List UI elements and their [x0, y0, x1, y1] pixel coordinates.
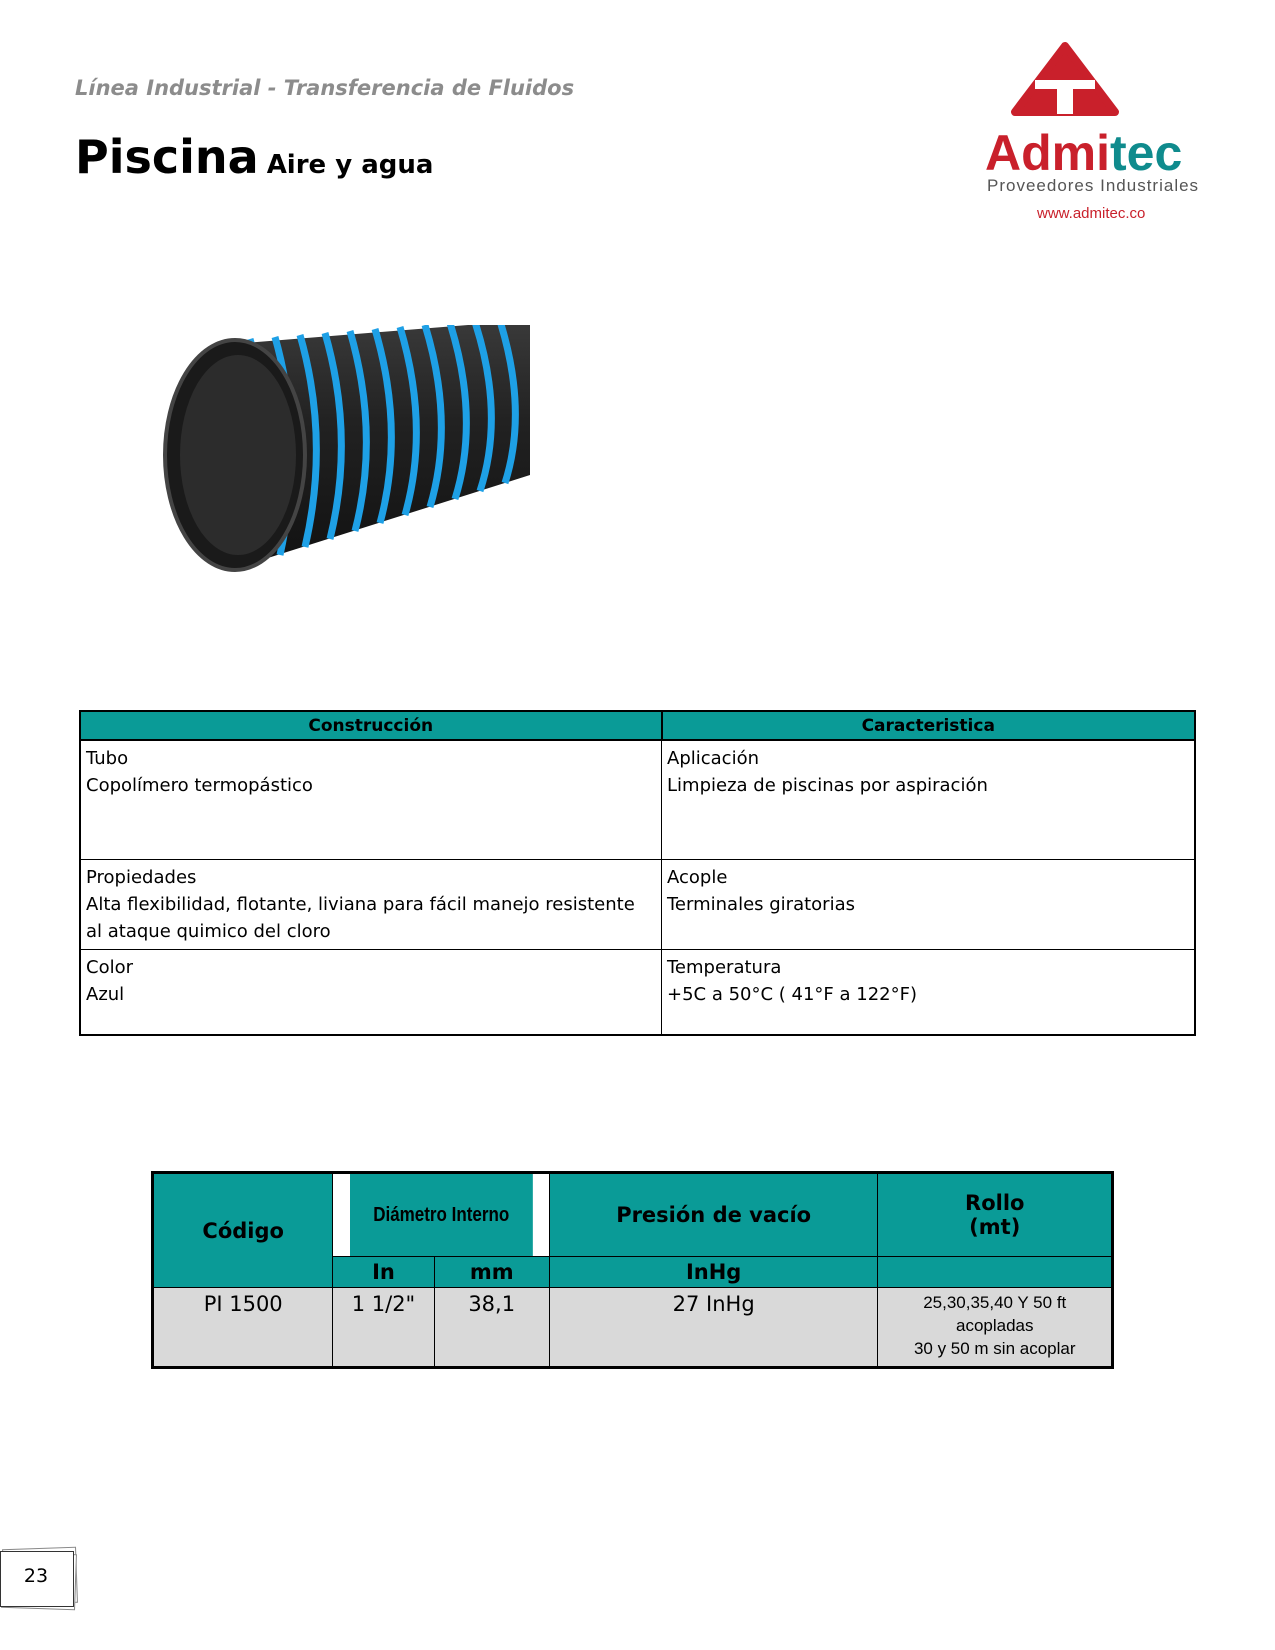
- table-row: Color Azul Temperatura +5C a 50°C ( 41°F a 122°F): [80, 950, 1195, 1036]
- hose-image: [160, 325, 540, 585]
- header-inhg: InHg: [549, 1257, 878, 1288]
- cell-rollo: 25,30,35,40 Y 50 ft acopladas 30 y 50 m sin acoplar: [878, 1288, 1113, 1368]
- logo-brand: Admitec: [985, 125, 1183, 181]
- product-table: [151, 1171, 1114, 1369]
- header-caracteristica: Caracteristica: [662, 711, 1196, 740]
- table-row: Tubo Copolímero termopástico Aplicación Limpieza de piscinas por aspiración: [80, 740, 1195, 860]
- header-presion: Presión de vacío: [549, 1173, 878, 1257]
- header-codigo: Código: [153, 1173, 333, 1288]
- page-number: 23: [23, 1565, 49, 1587]
- title-sub: Aire y agua: [266, 150, 434, 180]
- table-row: [153, 1288, 1113, 1368]
- admitec-logo: [985, 40, 1225, 230]
- page-number-box: [0, 1551, 76, 1605]
- table-row: Propiedades Alta flexibilidad, flotante, liviana para fácil manejo resistente al ataque quimico del cloro Acople Terminales giratorias: [80, 860, 1195, 950]
- logo-triangle-icon: [985, 40, 1225, 120]
- header-rollo: Rollo (mt): [878, 1173, 1113, 1257]
- header-diametro: Diámetro Interno: [349, 1173, 533, 1257]
- section-subtitle: Línea Industrial - Transferencia de Fluidos: [75, 76, 575, 100]
- cell-presion: 27 InHg: [549, 1288, 878, 1368]
- cell-mm: 38,1: [434, 1288, 549, 1368]
- construction-table: [79, 710, 1196, 1036]
- header-construccion: Construcción: [80, 711, 662, 740]
- header-empty: [878, 1257, 1113, 1288]
- header-in: In: [333, 1257, 434, 1288]
- cell-codigo: PI 1500: [153, 1288, 333, 1368]
- header-mm: mm: [434, 1257, 549, 1288]
- logo-tagline: Proveedores Industriales: [987, 176, 1200, 195]
- title-main: Piscina: [75, 130, 259, 184]
- page-title: [75, 130, 433, 184]
- logo-url: www.admitec.co: [1037, 205, 1146, 222]
- cell-in: 1 1/2": [333, 1288, 434, 1368]
